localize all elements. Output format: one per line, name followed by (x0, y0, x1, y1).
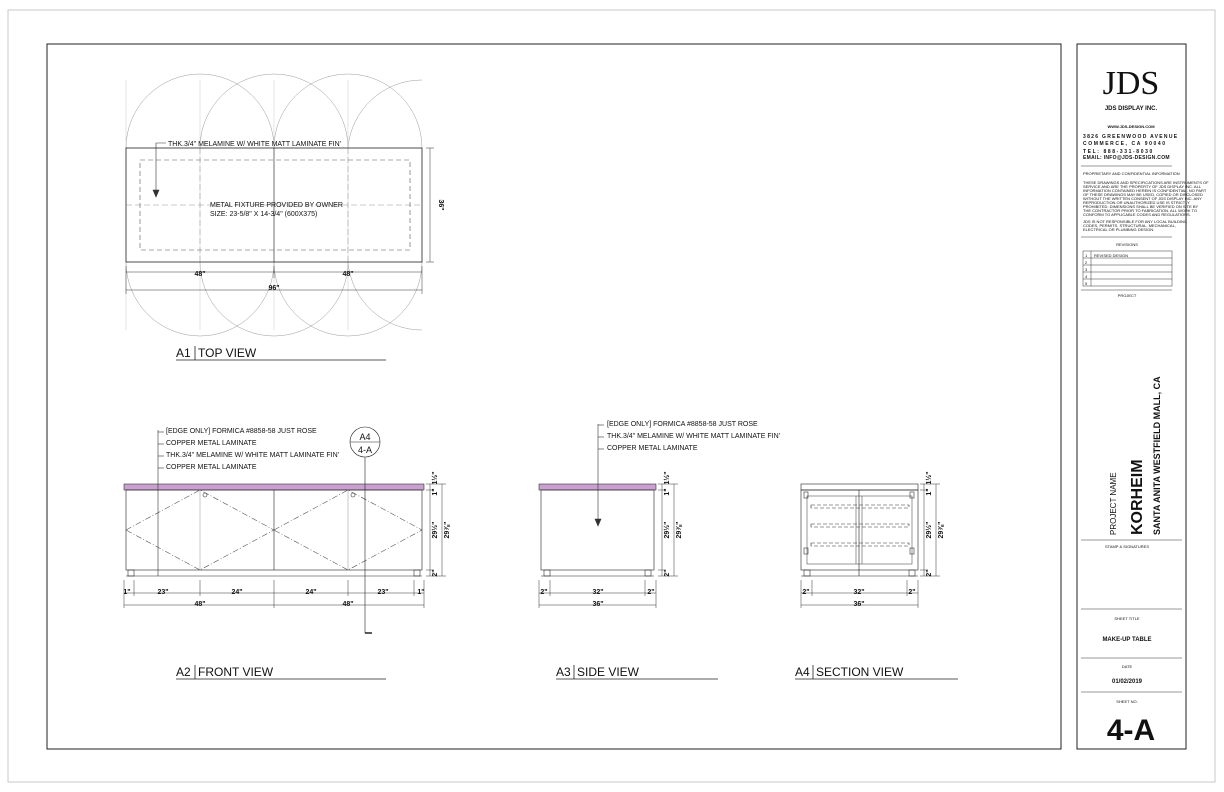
front-note-3: THK.3/4" MELAMINE W/ WHITE MATT LAMINATE FIN' (166, 452, 340, 459)
section-dim-top: 1" (926, 488, 933, 496)
section-dim-leg: 2" (926, 569, 933, 577)
side-dim-leg: 2" (664, 569, 671, 577)
side-view-title: SIDE VIEW (577, 665, 640, 679)
section-view-title: SECTION VIEW (816, 665, 904, 679)
top-note-fixture: METAL FIXTURE PROVIDED BY OWNER (210, 202, 343, 209)
sheet-number: 4-A (1106, 714, 1156, 747)
top-dim-depth: 36" (437, 199, 444, 211)
revision-mark-3: 3 (1085, 267, 1088, 272)
top-dim-left: 48" (194, 271, 206, 278)
notice-line-6: REPRODUCTION OR UNAUTHORIZED USE IS STRICTLY (1083, 200, 1190, 205)
notice2-line-3: ELECTRICAL OR PLUMBING DESIGN. (1083, 227, 1155, 232)
notice2-line-1: JDS IS NOT RESPONSIBLE FOR ANY LOCAL BUILDING (1083, 219, 1187, 224)
drawing-frame (47, 44, 1061, 749)
section-dim-total: 36" (853, 601, 865, 608)
company-website: WWW.JDS-DESIGN.COM (1107, 124, 1155, 129)
notice-line-4: OF THESE DRAWINGS MAY BE USED, COPIED OR DISCLOSED (1083, 192, 1203, 197)
side-note-2: THK.3/4" MELAMINE W/ WHITE MATT LAMINATE FIN' (607, 433, 781, 440)
company-tel: TEL: 888-331-8030 (1083, 149, 1154, 155)
section-dim-mid2: 29⅞" (938, 521, 945, 539)
revisions-heading: REVISIONS (1116, 242, 1138, 247)
top-note-size: SIZE: 23-5/8" X 14-3/4" (600X375) (210, 211, 318, 218)
front-dim-top: 1" (432, 488, 439, 496)
section-view (795, 484, 958, 679)
notice-line-3: INFORMATION CONTAINED HEREIN IS CONFIDENTIAL. NO PART (1083, 188, 1207, 193)
project-name-label: PROJECT NAME (1109, 472, 1118, 535)
side-note-1: [EDGE ONLY] FORMICA #8858-58 JUST ROSE (607, 421, 758, 428)
top-view-tag: A1 (176, 346, 191, 360)
notice-heading: PROPRIETARY AND CONFIDENTIAL INFORMATION (1083, 171, 1180, 176)
revision-mark-4: 4 (1085, 274, 1088, 279)
sheet-date: 01/02/2019 (1111, 679, 1143, 685)
front-view-tag: A2 (176, 665, 191, 679)
date-label: DATE (1121, 664, 1133, 669)
front-note-2: COPPER METAL LAMINATE (166, 440, 257, 447)
top-dim-right: 48" (342, 271, 354, 278)
front-dim-6: 1" (417, 589, 425, 596)
front-dim-top-frac: 1½" (432, 471, 439, 485)
notice-line-7: PROHIBITED. DIMENSIONS SHALL BE VERIFIED ON SITE BY (1083, 204, 1199, 209)
section-dim-3: 2" (908, 589, 916, 596)
top-dim-total: 96" (268, 285, 280, 292)
project-name: KORHEIM (1129, 459, 1146, 535)
section-callout-bottom: 4-A (357, 445, 373, 455)
revision-mark-1: 1 (1085, 253, 1088, 258)
front-dim-half-left: 48" (194, 601, 206, 608)
front-view-title: FRONT VIEW (198, 665, 274, 679)
company-address-2: COMMERCE, CA 90040 (1083, 141, 1167, 147)
top-note-melamine: THK.3/4" MELAMINE W/ WHITE MATT LAMINATE FIN' (168, 141, 342, 148)
front-dim-half-right: 48" (342, 601, 354, 608)
company-email: EMAIL: INFO@JDS-DESIGN.COM (1083, 155, 1170, 161)
section-callout-top: A4 (359, 432, 371, 442)
notice2-line-2: CODES, PERMITS, STRUCTURAL, MECHANICAL, (1083, 223, 1176, 228)
section-dim-1: 2" (802, 589, 810, 596)
stamp-label: STAMP & SIGNATURES (1104, 544, 1150, 549)
side-dim-top: 1" (664, 488, 671, 496)
front-note-1: [EDGE ONLY] FORMICA #8858-58 JUST ROSE (166, 428, 317, 435)
company-logo: JDS (1102, 65, 1160, 102)
company-name: JDS DISPLAY INC. (1104, 106, 1158, 112)
side-dim-mid: 29½" (664, 521, 671, 539)
revision-mark-5: 5 (1085, 281, 1088, 286)
title-block-content (1081, 65, 1209, 747)
company-address-1: 3826 GREENWOOD AVENUE (1083, 134, 1179, 140)
revision-text-1: REVISED DESIGN (1094, 253, 1129, 258)
front-dim-2: 23" (157, 589, 169, 596)
front-dim-mid2: 29⅞" (444, 521, 451, 539)
top-view-title: TOP VIEW (198, 346, 257, 360)
sheet-title-label: SHEET TITLE (1114, 616, 1140, 621)
sheet-title: MAKE-UP TABLE (1102, 637, 1152, 643)
front-dim-5: 23" (377, 589, 389, 596)
side-note-3: COPPER METAL LAMINATE (607, 445, 698, 452)
section-dim-2: 32" (853, 589, 865, 596)
notice-line-2: SERVICE AND ARE THE PROPERTY OF JDS DISPLAY INC. ALL (1083, 184, 1202, 189)
side-dim-2: 32" (592, 589, 604, 596)
section-dim-top-frac: 1½" (926, 471, 933, 485)
front-dim-3: 24" (231, 589, 243, 596)
side-view-tag: A3 (556, 665, 571, 679)
front-dim-mid: 29½" (432, 521, 439, 539)
sheet-no-label: SHEET NO. (1116, 699, 1138, 704)
notice-line-5: WITHOUT THE WRITTEN CONSENT OF JDS DISPLAY INC. ANY (1083, 196, 1202, 201)
front-dim-leg: 2" (432, 569, 439, 577)
side-dim-top-frac: 1½" (664, 471, 671, 485)
project-location: SANTA ANITA WESTFIELD MALL, CA (1152, 376, 1162, 535)
revision-mark-2: 2 (1085, 260, 1088, 265)
front-dim-4: 24" (305, 589, 317, 596)
section-view-tag: A4 (795, 665, 810, 679)
side-dim-3: 2" (647, 589, 655, 596)
side-dim-mid2: 29⅞" (676, 521, 683, 539)
front-dim-1: 1" (123, 589, 131, 596)
notice-line-1: THESE DRAWINGS AND SPECIFICATIONS ARE INSTRUMENTS OF (1083, 180, 1209, 185)
side-dim-total: 36" (592, 601, 604, 608)
side-dim-1: 2" (540, 589, 548, 596)
side-view (539, 424, 718, 679)
notice-line-9: CONFORM TO APPLICABLE CODES AND REGULATIONS. (1083, 212, 1191, 217)
notice-line-8: THE CONTRACTOR PRIOR TO FABRICATION. ALL WORK TO (1083, 208, 1198, 213)
section-dim-mid: 29½" (926, 521, 933, 539)
front-note-4: COPPER METAL LAMINATE (166, 464, 257, 471)
project-heading: PROJECT (1117, 293, 1137, 298)
